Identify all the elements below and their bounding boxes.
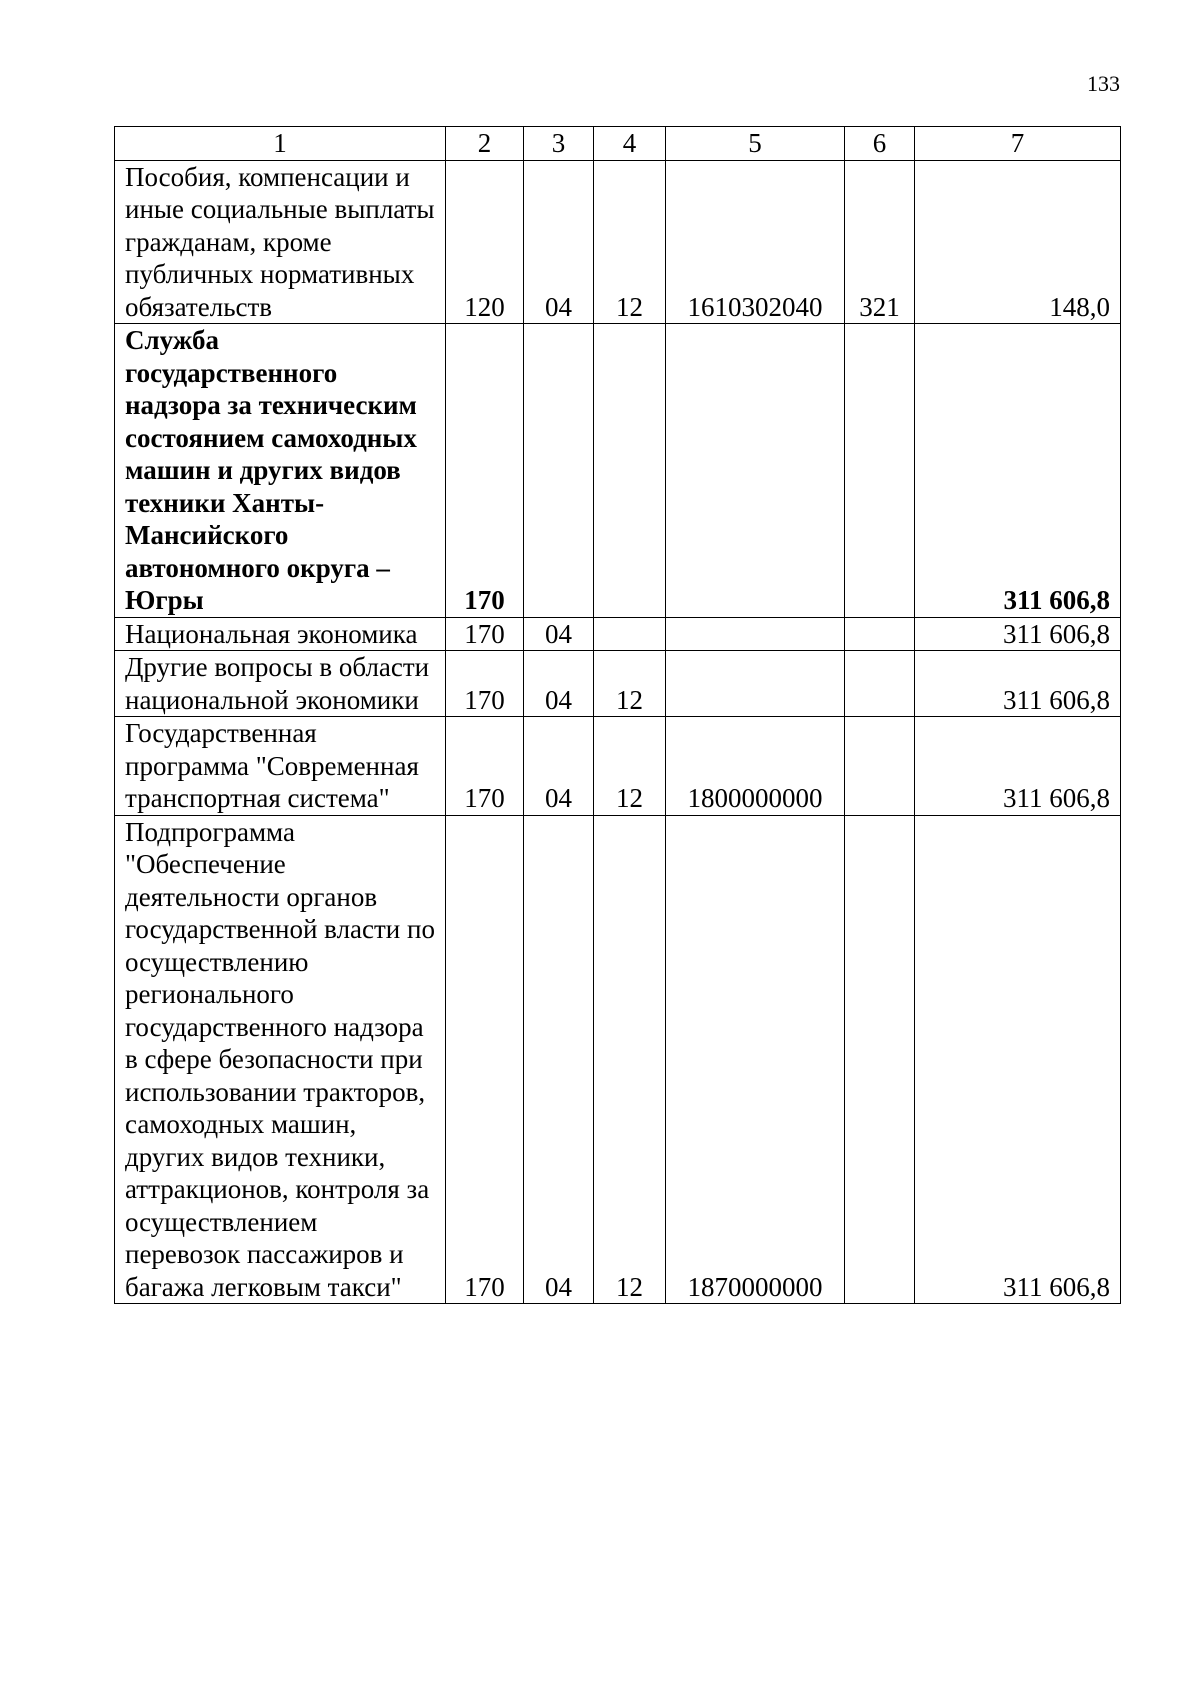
row-amount: 311 606,8	[915, 324, 1121, 618]
row-code-4: 12	[594, 160, 666, 324]
row-code-5: 1870000000	[666, 815, 845, 1304]
row-code-4	[594, 617, 666, 651]
row-code-3: 04	[524, 717, 594, 816]
row-code-3	[524, 324, 594, 618]
row-code-4: 12	[594, 651, 666, 717]
table-row	[115, 717, 1121, 816]
row-name: Другие вопросы в области национальной экономики	[115, 651, 446, 717]
row-code-3: 04	[524, 160, 594, 324]
table-row	[115, 160, 1121, 324]
row-code-2: 120	[446, 160, 524, 324]
row-code-5: 1800000000	[666, 717, 845, 816]
header-cell: 3	[524, 127, 594, 161]
row-code-6	[845, 815, 915, 1304]
row-amount: 311 606,8	[915, 617, 1121, 651]
row-code-5	[666, 324, 845, 618]
table-row	[115, 815, 1121, 1304]
row-code-5: 1610302040	[666, 160, 845, 324]
row-name: Подпрограмма "Обеспечение деятельности органов государственной власти по осуществлению регионального государственного надзора в сфере безопасности при использовании тракторов, самоходных машин, других видов техники, аттракционов, контроля за осуществлением перевозок пассажиров и багажа легковым такси"	[115, 815, 446, 1304]
table-row	[115, 324, 1121, 618]
row-amount: 148,0	[915, 160, 1121, 324]
row-code-4	[594, 324, 666, 618]
header-cell: 1	[115, 127, 446, 161]
table-header-row	[115, 127, 1121, 161]
row-code-6	[845, 617, 915, 651]
row-code-6	[845, 651, 915, 717]
row-name: Государственная программа "Современная транспортная система"	[115, 717, 446, 816]
row-code-2: 170	[446, 651, 524, 717]
row-code-4: 12	[594, 717, 666, 816]
row-code-2: 170	[446, 324, 524, 618]
row-code-2: 170	[446, 717, 524, 816]
row-code-3: 04	[524, 651, 594, 717]
header-cell: 7	[915, 127, 1121, 161]
row-code-2: 170	[446, 815, 524, 1304]
header-cell: 5	[666, 127, 845, 161]
row-amount: 311 606,8	[915, 815, 1121, 1304]
table-row	[115, 617, 1121, 651]
row-code-2: 170	[446, 617, 524, 651]
row-code-5	[666, 651, 845, 717]
row-code-3: 04	[524, 815, 594, 1304]
row-name: Национальная экономика	[115, 617, 446, 651]
row-code-6	[845, 717, 915, 816]
header-cell: 2	[446, 127, 524, 161]
budget-table	[114, 126, 1121, 1304]
row-code-4: 12	[594, 815, 666, 1304]
header-cell: 6	[845, 127, 915, 161]
row-name: Служба государственного надзора за техническим состоянием самоходных машин и других видов техники Ханты-Мансийского автономного округа – Югры	[115, 324, 446, 618]
row-code-6: 321	[845, 160, 915, 324]
header-cell: 4	[594, 127, 666, 161]
row-code-5	[666, 617, 845, 651]
table-row	[115, 651, 1121, 717]
row-name: Пособия, компенсации и иные социальные выплаты гражданам, кроме публичных нормативных обязательств	[115, 160, 446, 324]
row-code-6	[845, 324, 915, 618]
row-amount: 311 606,8	[915, 651, 1121, 717]
row-amount: 311 606,8	[915, 717, 1121, 816]
page-number: 133	[1087, 71, 1120, 96]
row-code-3: 04	[524, 617, 594, 651]
